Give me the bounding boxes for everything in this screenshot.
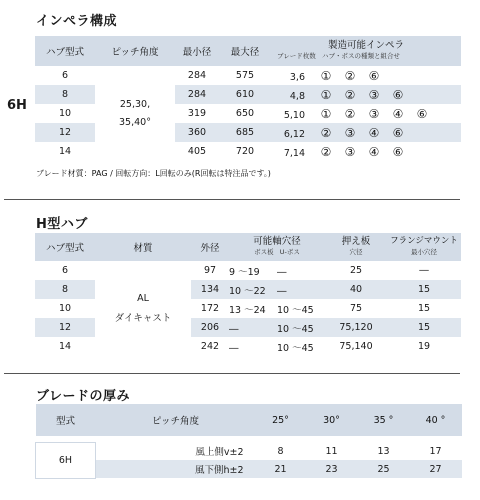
hhub-u: 10 ～45 [277,304,314,316]
hhub-plate: 25 [325,261,387,280]
impeller-max: 720 [219,142,271,161]
hhub-hub: 8 [35,280,95,299]
hhub-section-title: H型ハブ [36,217,88,232]
circled-type: ⑥ [392,125,404,140]
impeller-combo [271,142,461,161]
header-shaft-hole [229,233,325,261]
impeller-row [35,66,461,85]
impeller-section-title: インペラ構成 [36,14,118,29]
circled-type: ⑥ [392,144,404,159]
header-angle-40: 40 ° [410,404,462,436]
hhub-material-cell [95,261,191,356]
header-flange-sub: 最小穴径 [411,248,437,256]
impeller-table [35,36,461,161]
hhub-shaft [229,261,325,280]
header-combo-label: 製造可能インペラ [327,40,404,51]
impeller-min: 284 [175,66,219,85]
hhub-table [35,233,461,356]
circled-type: ② [344,106,356,121]
impeller-max: 610 [219,85,271,104]
circled-type: ⑥ [416,106,428,121]
hhub-plate: 75,120 [325,318,387,337]
hhub-shaft [229,318,325,337]
header-flange [387,233,461,261]
hhub-boss: ― [229,323,239,335]
impeller-pitch-line2: 35,40° [119,116,151,128]
blade-value: 23 [306,460,358,478]
hhub-shaft [229,337,325,356]
blade-value: 11 [306,442,358,460]
header-plate-sub: 穴径 [349,248,363,256]
circled-type: ④ [392,106,404,121]
hhub-u: 10 ～45 [277,342,314,354]
header-angle-30: 30° [306,404,358,436]
circled-type: ③ [344,125,356,140]
impeller-hub: 8 [35,85,95,104]
impeller-pitch-line1: 25,30, [119,98,151,110]
hhub-material-line2: ダイキャスト [114,312,172,324]
header-plate [325,233,387,261]
circled-type: ② [344,68,356,83]
hhub-hub: 12 [35,318,95,337]
impeller-blades: 7,14 [283,147,305,159]
hhub-row [35,261,461,280]
hhub-outer: 242 [191,337,229,356]
impeller-blades: 4,8 [289,90,305,102]
impeller-min: 319 [175,104,219,123]
circled-type: ③ [368,87,380,102]
impeller-side-label: 6H [7,98,27,113]
impeller-hub: 12 [35,123,95,142]
impeller-combo [271,85,461,104]
hhub-boss: 10 ～22 [229,285,266,297]
blade-value: 8 [256,442,306,460]
header-outer-diameter: 外径 [191,233,229,261]
blade-row [36,460,462,478]
header-available-impellers [271,36,461,66]
circled-type: ③ [368,106,380,121]
hhub-plate: 75,140 [325,337,387,356]
header-boss-sub: ボス板 [254,248,274,256]
hhub-flange: 19 [387,337,461,356]
circled-type: ② [344,87,356,102]
header-plate-label: 押え板 [341,236,371,247]
circled-type: ④ [368,144,380,159]
header-material: 材質 [95,233,191,261]
hhub-flange: ― [387,261,461,280]
circled-type: ① [320,87,332,102]
impeller-blades: 5,10 [283,109,305,121]
hhub-shaft [229,280,325,299]
hhub-boss: ― [229,342,239,354]
hhub-outer: 97 [191,261,229,280]
hhub-outer: 172 [191,299,229,318]
blade-row [36,442,462,460]
blade-type-value: 6H [36,442,96,478]
circled-type: ① [320,106,332,121]
circled-type: ⑥ [392,87,404,102]
impeller-pitch-cell [95,66,175,161]
impeller-min: 405 [175,142,219,161]
blade-row-label: 風上側v±2 [96,442,256,460]
header-hub-type: ハブ型式 [35,36,95,66]
header-hub-type: ハブ型式 [35,233,95,261]
hhub-u: 10 ～45 [277,323,314,335]
header-pitch-angle: ピッチ角度 [96,404,256,436]
impeller-max: 685 [219,123,271,142]
hhub-boss: 9 ～19 [229,266,260,278]
impeller-min: 284 [175,85,219,104]
impeller-hub: 14 [35,142,95,161]
hhub-plate: 75 [325,299,387,318]
section-divider [4,199,460,200]
circled-type: ② [320,125,332,140]
header-u-sub: U-ボス [279,248,300,256]
hhub-u: ― [277,285,287,297]
impeller-combo [271,66,461,85]
hhub-hub: 6 [35,261,95,280]
impeller-note: ブレード材質：PAG / 回転方向：L回転のみ(R回転は特注品です。) [36,169,271,178]
blade-table [35,404,462,479]
header-min-diameter: 最小径 [175,36,219,66]
circled-type: ④ [368,125,380,140]
hhub-boss: 13 ～24 [229,304,266,316]
impeller-combo [271,104,461,123]
blade-section-title: ブレードの厚み [36,389,130,404]
hhub-material-line1: AL [137,292,149,304]
circled-type: ⑥ [368,68,380,83]
circled-type: ③ [344,144,356,159]
hhub-hub: 10 [35,299,95,318]
hhub-plate: 40 [325,280,387,299]
blade-value: 13 [358,442,410,460]
blade-value: 25 [358,460,410,478]
hhub-u: ― [277,266,287,278]
section-divider [4,373,460,374]
header-blades-sub: ブレード枚数 [277,52,316,60]
impeller-blades: 6,12 [283,128,305,140]
header-types-sub: ハブ・ボスの種類と組合せ [321,52,400,60]
impeller-min: 360 [175,123,219,142]
impeller-hub: 10 [35,104,95,123]
hhub-hub: 14 [35,337,95,356]
header-shaft-label: 可能軸穴径 [253,236,301,247]
hhub-shaft [229,299,325,318]
impeller-max: 575 [219,66,271,85]
hhub-flange: 15 [387,280,461,299]
header-pitch-angle: ピッチ角度 [95,36,175,66]
header-type: 型式 [36,404,96,436]
blade-row-label: 風下側h±2 [96,460,256,478]
impeller-hub: 6 [35,66,95,85]
header-angle-35: 35 ° [358,404,410,436]
circled-type: ① [320,68,332,83]
header-flange-label: フランジマウント [390,236,458,246]
hhub-flange: 15 [387,318,461,337]
header-max-diameter: 最大径 [219,36,271,66]
hhub-outer: 134 [191,280,229,299]
impeller-blades: 3,6 [289,71,305,83]
blade-value: 27 [410,460,462,478]
header-angle-25: 25° [256,404,306,436]
circled-type: ② [320,144,332,159]
impeller-max: 650 [219,104,271,123]
blade-value: 21 [256,460,306,478]
impeller-combo [271,123,461,142]
blade-value: 17 [410,442,462,460]
hhub-flange: 15 [387,299,461,318]
hhub-outer: 206 [191,318,229,337]
